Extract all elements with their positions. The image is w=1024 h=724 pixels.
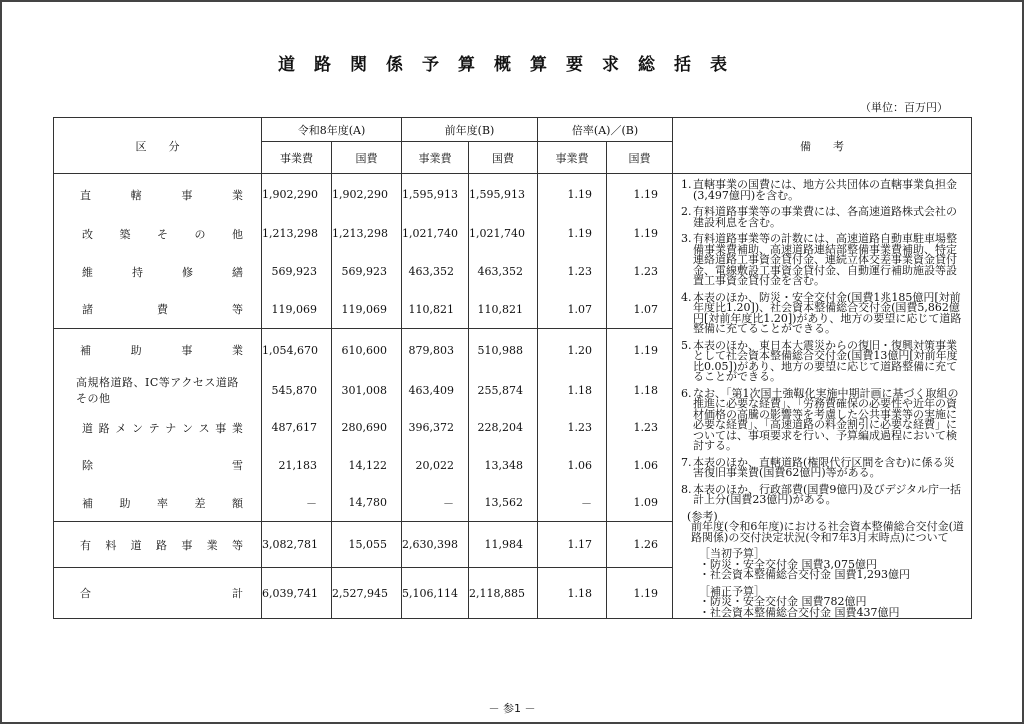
cell-value: － bbox=[402, 484, 469, 522]
table-row bbox=[54, 174, 972, 216]
cell-value: 1,213,298 bbox=[262, 215, 332, 253]
row-label bbox=[54, 290, 262, 329]
cell-value: 1,021,740 bbox=[469, 215, 538, 253]
cell-value: 463,352 bbox=[469, 253, 538, 291]
cell-value: 879,803 bbox=[402, 329, 469, 372]
cell-value: 1.23 bbox=[538, 253, 607, 291]
label-char: ナ bbox=[165, 421, 177, 435]
reference-text: 前年度(令和6年度)における社会資本整備総合交付金(道路関係)の交付決定状況(令和7年3月末時点)について bbox=[691, 520, 964, 544]
row-label-text bbox=[82, 457, 243, 473]
label-char: 費 bbox=[157, 303, 168, 317]
label-char: 持 bbox=[132, 265, 143, 279]
cell-value: 2,527,945 bbox=[332, 568, 402, 619]
cell-value: 1.06 bbox=[538, 447, 607, 485]
label-char: 道 bbox=[82, 421, 93, 435]
supplementary-budget-title: ［補正予算］ bbox=[699, 584, 766, 598]
remarks-cell bbox=[673, 174, 972, 619]
row-label-text: 高規格道路、IC等アクセス道路その他 bbox=[76, 376, 239, 406]
label-char: 轄 bbox=[130, 188, 142, 202]
cell-value: 487,617 bbox=[262, 409, 332, 447]
cell-value: 110,821 bbox=[402, 290, 469, 329]
label-char: 等 bbox=[231, 538, 243, 552]
cell-value: 1,021,740 bbox=[402, 215, 469, 253]
label-char: 路 bbox=[98, 421, 110, 435]
row-label-text bbox=[82, 420, 243, 436]
cell-value: 14,122 bbox=[332, 447, 402, 485]
remark-note: 1. 直轄事業の国費には、地方公共団体の直轄事業負担金(3,497億円)を含む。 bbox=[681, 178, 958, 202]
reference-title: (参考) bbox=[687, 509, 718, 523]
row-label bbox=[54, 568, 262, 619]
cell-value: 1.19 bbox=[607, 174, 673, 216]
label-char: 差 bbox=[194, 496, 206, 510]
cell-value: 228,204 bbox=[469, 409, 538, 447]
cell-value: 5,106,114 bbox=[402, 568, 469, 619]
label-char: 料 bbox=[105, 538, 117, 552]
cell-value: 3,082,781 bbox=[262, 522, 332, 568]
cell-value: 15,055 bbox=[332, 522, 402, 568]
cell-value: 1,054,670 bbox=[262, 329, 332, 372]
cell-value: 1.20 bbox=[538, 329, 607, 372]
cell-value: 1,213,298 bbox=[332, 215, 402, 253]
label-char: ン bbox=[181, 421, 193, 435]
cell-value: 569,923 bbox=[262, 253, 332, 291]
cell-value: 1.18 bbox=[538, 372, 607, 410]
cell-value: 1.19 bbox=[607, 568, 673, 619]
remark-note: 5. 本表のほか、東日本大震災からの復旧・復興対策事業として社会資本整備総合交付金(国費13億円[対前年度比0.05])があり、地方の要望に応じて道路整備に充てることができる。 bbox=[681, 338, 958, 383]
row-label-text bbox=[80, 537, 243, 553]
cell-value: 1.23 bbox=[607, 409, 673, 447]
cell-value: 1.17 bbox=[538, 522, 607, 568]
row-label bbox=[54, 215, 262, 253]
cell-value: 1,902,290 bbox=[332, 174, 402, 216]
cell-value: 1.19 bbox=[607, 215, 673, 253]
cell-value: － bbox=[262, 484, 332, 522]
label-char: の bbox=[194, 227, 206, 241]
budget-table bbox=[53, 117, 972, 619]
row-label bbox=[54, 174, 262, 216]
label-char: 維 bbox=[82, 265, 93, 279]
label-char: テ bbox=[148, 421, 160, 435]
cell-value: 1,595,913 bbox=[402, 174, 469, 216]
reference-section bbox=[681, 509, 965, 619]
cell-value: 463,409 bbox=[402, 372, 469, 410]
cell-value: 119,069 bbox=[332, 290, 402, 329]
cell-value: 6,039,741 bbox=[262, 568, 332, 619]
cell-value: 1.09 bbox=[607, 484, 673, 522]
cell-value: 1.23 bbox=[538, 409, 607, 447]
remark-note: 7. 本表のほか、直轄道路(権限代行区間を含む)に係る災害復旧事業費(国費62億円)等がある。 bbox=[681, 455, 955, 479]
row-label-text bbox=[82, 495, 243, 511]
row-label bbox=[54, 372, 262, 410]
label-char: 築 bbox=[119, 227, 131, 241]
cell-value: 545,870 bbox=[262, 372, 332, 410]
cell-value: 1.19 bbox=[538, 174, 607, 216]
cell-value: 11,984 bbox=[469, 522, 538, 568]
remarks-notes bbox=[681, 180, 965, 506]
initial-budget-item: ・社会資本整備総合交付金 国費1,293億円 bbox=[699, 568, 911, 581]
cell-value: 2,630,398 bbox=[402, 522, 469, 568]
cell-value: 13,348 bbox=[469, 447, 538, 485]
label-char: 除 bbox=[82, 459, 93, 473]
cell-value: 463,352 bbox=[402, 253, 469, 291]
cell-value: 119,069 bbox=[262, 290, 332, 329]
cell-value: 1.18 bbox=[538, 568, 607, 619]
initial-budget-title: ［当初予算］ bbox=[699, 547, 766, 560]
supplementary-budget-box bbox=[687, 584, 965, 619]
label-char: 等 bbox=[232, 303, 243, 317]
cell-value: 510,988 bbox=[469, 329, 538, 372]
cell-value: 255,874 bbox=[469, 372, 538, 410]
label-char: 道 bbox=[130, 538, 142, 552]
header-current-year: 令和8年度(A) bbox=[262, 118, 402, 142]
cell-value: 610,600 bbox=[332, 329, 402, 372]
label-char: そ bbox=[157, 227, 168, 241]
row-label-text bbox=[82, 264, 243, 280]
label-char: 事 bbox=[181, 538, 193, 552]
cell-value: 2,118,885 bbox=[469, 568, 538, 619]
label-char: 業 bbox=[206, 538, 218, 552]
label-char: 計 bbox=[232, 587, 243, 601]
page-number: － 参1 － bbox=[488, 702, 536, 715]
remark-note: 2. 有料道路事業等の事業費には、各高速道路株式会社の建設利息を含む。 bbox=[681, 205, 958, 229]
label-char: 有 bbox=[80, 538, 91, 552]
cell-value: 1.07 bbox=[607, 290, 673, 329]
row-label-text bbox=[80, 342, 243, 358]
remark-note: 6. なお、「第1次国土強靱化実施中期計画に基づく取組の推進に必要な経費」、「労務費確保の必要性や近年の資材価格の高騰の影響等を考慮した公共事業等の実施に必要な経費」、「高速道路の料金割引に必要な経費」については、事項要求を行い、予算編成過程において検討する。 bbox=[681, 386, 959, 452]
cell-value: 110,821 bbox=[469, 290, 538, 329]
cell-value: 569,923 bbox=[332, 253, 402, 291]
label-char: メ bbox=[115, 421, 127, 435]
label-char: 事 bbox=[181, 344, 193, 358]
label-char: 雪 bbox=[232, 459, 243, 473]
label-char: 諸 bbox=[82, 303, 93, 317]
header-sub-national-cost: 国費 bbox=[607, 142, 673, 174]
label-char: ン bbox=[131, 421, 143, 435]
supplementary-budget-item: ・社会資本整備総合交付金 国費437億円 bbox=[699, 605, 900, 619]
label-char: 修 bbox=[182, 265, 193, 279]
cell-value: 21,183 bbox=[262, 447, 332, 485]
cell-value: 1.06 bbox=[607, 447, 673, 485]
label-char: 事 bbox=[215, 421, 227, 435]
label-char: 直 bbox=[80, 188, 91, 202]
cell-value: 1.26 bbox=[607, 522, 673, 568]
label-char: 合 bbox=[80, 587, 91, 601]
header-remarks: 備 考 bbox=[673, 118, 972, 174]
header-sub-national-cost: 国費 bbox=[469, 142, 538, 174]
initial-budget-item: ・防災・安全交付金 国費3,075億円 bbox=[699, 557, 878, 571]
row-label-text bbox=[80, 187, 243, 203]
cell-value: 13,562 bbox=[469, 484, 538, 522]
label-char: 業 bbox=[231, 188, 243, 202]
label-char: 繕 bbox=[232, 265, 243, 279]
row-label bbox=[54, 253, 262, 291]
label-char: 補 bbox=[80, 344, 91, 358]
supplementary-budget-item: ・防災・安全交付金 国費782億円 bbox=[699, 595, 867, 608]
cell-value: 14,780 bbox=[332, 484, 402, 522]
label-char: 事 bbox=[181, 188, 193, 202]
label-char: 改 bbox=[82, 227, 93, 241]
cell-value: 301,008 bbox=[332, 372, 402, 410]
label-char: 率 bbox=[157, 496, 168, 510]
label-char: 路 bbox=[155, 538, 167, 552]
row-label bbox=[54, 484, 262, 522]
remark-note: 3. 有料道路事業等の計数には、高速道路自動車駐車場整備事業費補助、高速道路連結部整備事業費補助、特定連絡道路工事資金貸付金、連続立体交差事業資金貸付金、電線敷設工事資金貸付金、自動運行補助施設等設置工事資金貸付金を含む。 bbox=[681, 232, 958, 287]
label-char: 補 bbox=[82, 496, 93, 510]
row-label bbox=[54, 329, 262, 372]
cell-value: 1.23 bbox=[607, 253, 673, 291]
row-label bbox=[54, 409, 262, 447]
remark-note: 4. 本表のほか、防災・安全交付金(国費1兆185億円[対前年度比1.20])、社会資本整備総合交付金(国費5,862億円[対前年度比1.20])があり、地方の要望に応じて道路整備に充てることができる。 bbox=[681, 290, 962, 335]
header-previous-year: 前年度(B) bbox=[402, 118, 538, 142]
label-char: 業 bbox=[231, 344, 243, 358]
cell-value: － bbox=[538, 484, 607, 522]
label-char: ス bbox=[198, 421, 210, 435]
cell-value: 1.19 bbox=[538, 215, 607, 253]
row-label-text bbox=[82, 301, 243, 317]
remark-note: 8. 本表のほか、行政部費(国費9億円)及びデジタル庁一括計上分(国費23億円)がある。 bbox=[681, 482, 961, 506]
page-title: 道路関係予算概算要求総括表 bbox=[278, 55, 746, 75]
row-label bbox=[54, 522, 262, 568]
header-ratio: 倍率(A)／(B) bbox=[538, 118, 673, 142]
cell-value: 1.19 bbox=[607, 329, 673, 372]
initial-budget-box bbox=[687, 549, 965, 581]
cell-value: 1.07 bbox=[538, 290, 607, 329]
header-category: 区 分 bbox=[54, 118, 262, 174]
cell-value: 280,690 bbox=[332, 409, 402, 447]
header-sub-project-cost: 事業費 bbox=[402, 142, 469, 174]
label-char: 額 bbox=[232, 496, 243, 510]
header-sub-project-cost: 事業費 bbox=[538, 142, 607, 174]
label-char: 業 bbox=[231, 421, 243, 435]
label-char: 助 bbox=[119, 496, 131, 510]
cell-value: 1.18 bbox=[607, 372, 673, 410]
row-label bbox=[54, 447, 262, 485]
label-char: 助 bbox=[130, 344, 142, 358]
cell-value: 396,372 bbox=[402, 409, 469, 447]
label-char: 他 bbox=[232, 227, 243, 241]
row-label-text bbox=[82, 226, 243, 242]
cell-value: 1,595,913 bbox=[469, 174, 538, 216]
row-label-text bbox=[80, 585, 243, 601]
cell-value: 20,022 bbox=[402, 447, 469, 485]
header-sub-project-cost: 事業費 bbox=[262, 142, 332, 174]
header-sub-national-cost: 国費 bbox=[332, 142, 402, 174]
unit-label: （単位：百万円） bbox=[860, 101, 948, 114]
cell-value: 1,902,290 bbox=[262, 174, 332, 216]
